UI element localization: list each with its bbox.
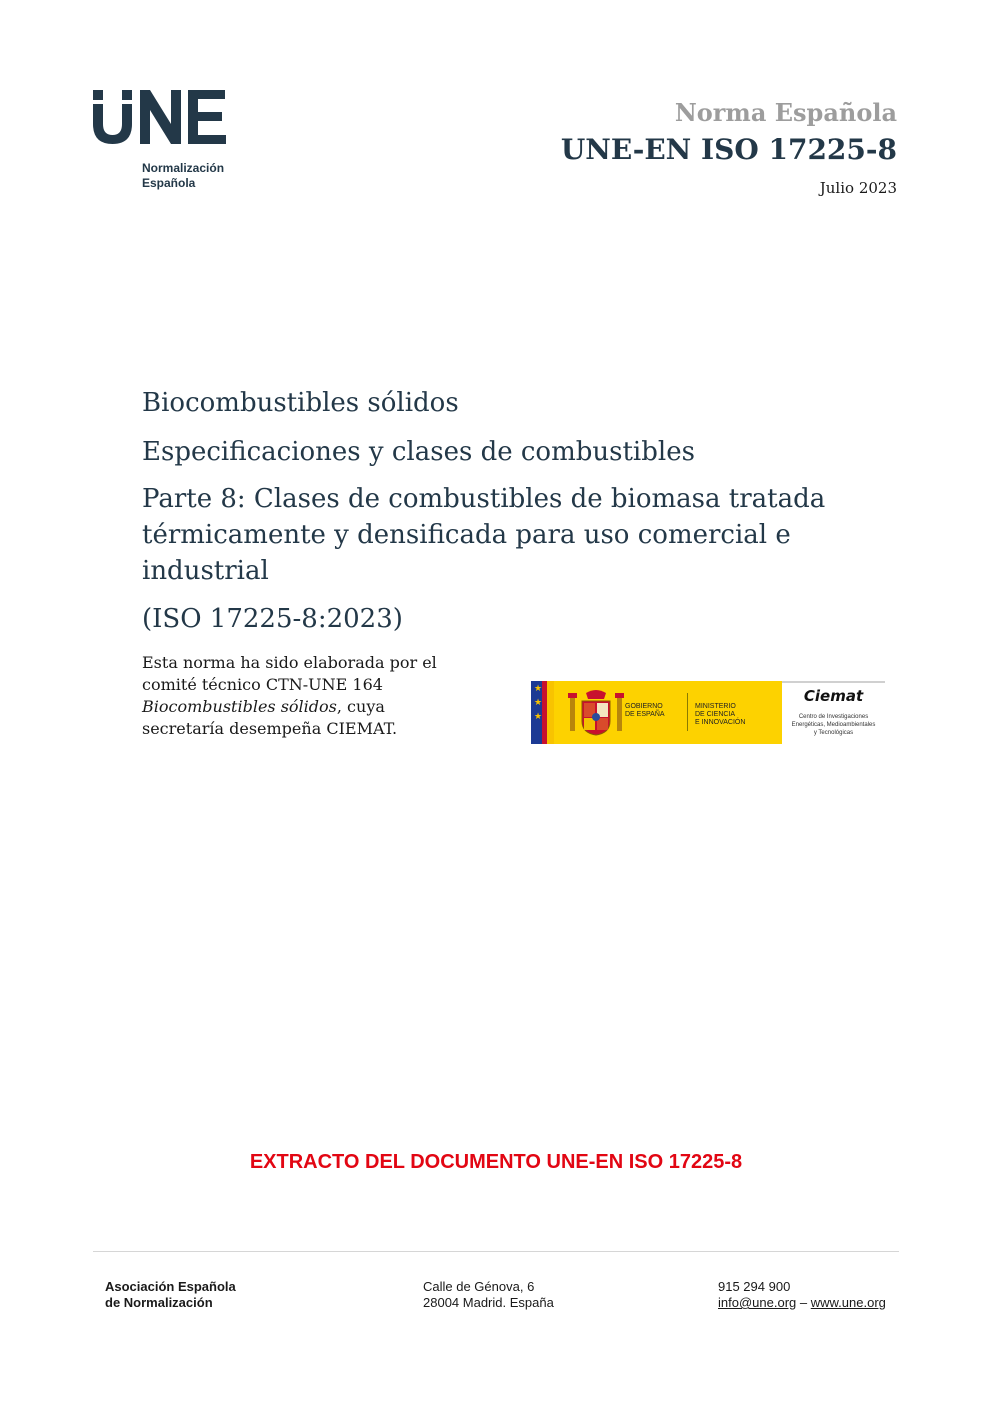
logo-subtitle-line1: Normalización (142, 161, 225, 175)
committee-statement (142, 652, 442, 740)
standard-code: UNE-EN ISO 17225-8 (560, 133, 897, 166)
ministry-line-3: E INNOVACIÓN (695, 719, 746, 726)
footer-org-line-2: de Normalización (105, 1295, 213, 1310)
footer-organization (105, 1279, 236, 1311)
email-link[interactable]: info@une.org (718, 1295, 797, 1310)
footer-address-line-1: Calle de Génova, 6 (423, 1279, 535, 1294)
standard-header (561, 98, 897, 198)
link-separator: – (799, 1295, 808, 1310)
ciemat-desc-line-3: y Tecnológicas (813, 730, 854, 736)
gov-divider (687, 693, 688, 731)
committee-name: Biocombustibles sólidos (142, 697, 337, 716)
une-logo-mark (93, 90, 228, 146)
title-line-1: Biocombustibles sólidos (142, 388, 459, 418)
title-part (142, 481, 922, 589)
title-line-2: Especificaciones y clases de combustibles (142, 437, 695, 467)
logo-subtitle-line2: Española (142, 176, 196, 190)
footer-phone: 915 294 900 (718, 1279, 791, 1294)
footer-divider (93, 1251, 899, 1252)
ciemat-name: Ciemat (803, 687, 864, 705)
footer-links (718, 1295, 886, 1311)
title-iso-reference: (ISO 17225-8:2023) (142, 604, 403, 634)
standard-label: Norma Española (674, 98, 897, 127)
document-title (142, 385, 922, 637)
ministry-line-2: DE CIENCIA (695, 711, 736, 718)
footer-address-line-2: 28004 Madrid. España (423, 1295, 554, 1310)
gov-line-1: GOBIERNO (625, 703, 663, 710)
ciemat-description (782, 713, 885, 737)
publication-date: Julio 2023 (819, 179, 897, 197)
une-logo (93, 90, 243, 200)
coat-of-arms-icon (568, 687, 624, 739)
footer-address (423, 1279, 554, 1311)
extract-notice: EXTRACTO DEL DOCUMENTO UNE-EN ISO 17225-8 (249, 1151, 743, 1173)
sponsor-banner (531, 681, 885, 744)
eu-spain-flag-icon: ★ ★ ★ (531, 681, 554, 744)
footer-contact (718, 1279, 886, 1311)
committee-text-before: Esta norma ha sido elaborada por el comité técnico CTN-UNE 164 (142, 653, 437, 694)
ciemat-desc-line-2: Energéticas, Medioambientales (791, 722, 876, 728)
ministry-line-1: MINISTERIO (695, 703, 736, 710)
footer-org-line-1: Asociación Española (105, 1279, 236, 1294)
ministry-name (695, 703, 745, 727)
website-link[interactable]: www.une.org (810, 1295, 886, 1310)
ciemat-logo (782, 681, 885, 744)
gov-name (625, 703, 665, 719)
ciemat-desc-line-1: Centro de Investigaciones (798, 714, 869, 720)
gov-yellow-panel (554, 681, 782, 744)
title-line-3a: Parte 8: Clases de combustibles de biomasa tratada (142, 484, 826, 514)
gov-line-2: DE ESPAÑA (625, 711, 665, 718)
title-line-3b: térmicamente y densificada para uso comercial e industrial (142, 520, 791, 586)
committee-text-after: , cuya secretaría desempeña CIEMAT. (142, 697, 398, 738)
logo-subtitle (142, 161, 243, 191)
